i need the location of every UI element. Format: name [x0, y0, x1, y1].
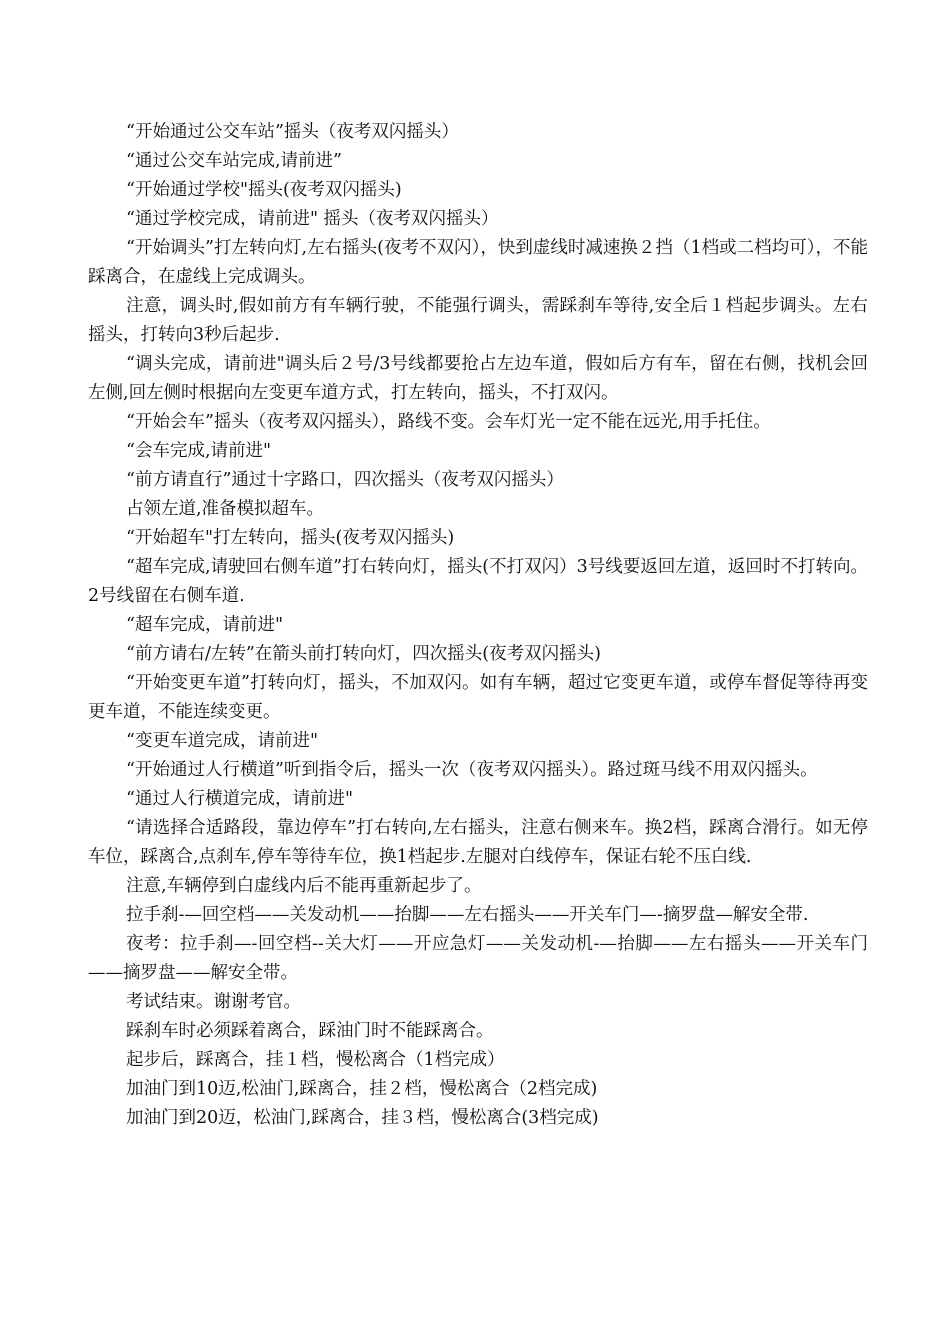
- document-body: [88, 118, 868, 1133]
- paragraph-15: “前方请右/左转”在箭头前打转向灯，四次摇头(夜考双闪摇头): [126, 644, 601, 664]
- paragraph-23: 夜考：拉手刹—-回空档--关大灯——开应急灯——关发动机-—抬脚——左右摇头——开关车门——摘罗盘——解安全带。: [88, 934, 868, 983]
- paragraph-9: “会车完成,请前进": [126, 441, 272, 461]
- paragraph-25: 踩刹车时必须踩着离合，踩油门时不能踩离合。: [126, 1021, 494, 1041]
- paragraph-17: “变更车道完成，请前进": [126, 731, 318, 751]
- paragraph-12: “开始超车"打左转向，摇头(夜考双闪摇头): [126, 528, 455, 548]
- paragraph-10: “前方请直行”通过十字路口，四次摇头（夜考双闪摇头）: [126, 470, 564, 490]
- paragraph-28: 加油门到20迈，松油门,踩离合，挂３档，慢松离合(3档完成): [126, 1108, 599, 1128]
- paragraph-21: 注意,车辆停到白虚线内后不能再重新起步了。: [126, 876, 482, 896]
- paragraph-13: “超车完成,请驶回右侧车道”打右转向灯，摇头(不打双闪）3号线要返回左道，返回时不打转向。2号线留在右侧车道.: [88, 557, 868, 606]
- paragraph-20: “请选择合适路段，靠边停车”打右转向,左右摇头，注意右侧来车。换2档，踩离合滑行。如无停车位，踩离合,点刹车,停车等待车位，换1档起步.左腿对白线停车，保证右轮不压白线.: [88, 818, 868, 867]
- paragraph-11: 占领左道,准备模拟超车。: [126, 499, 325, 519]
- paragraph-5: “开始调头”打左转向灯,左右摇头(夜考不双闪），快到虚线时减速换２挡（1档或二档均可），不能踩离合，在虚线上完成调头。: [88, 238, 868, 287]
- paragraph-22: 拉手刹-—回空档——关发动机——抬脚——左右摇头——开关车门—-摘罗盘—解安全带.: [126, 905, 809, 925]
- paragraph-6: 注意，调头时,假如前方有车辆行驶，不能强行调头，需踩刹车等待,安全后１档起步调头。左右摇头，打转向3秒后起步.: [88, 296, 868, 345]
- paragraph-7: “调头完成，请前进"调头后２号/3号线都要抢占左边车道，假如后方有车，留在右侧，找机会回左侧,回左侧时根据向左变更车道方式，打左转向，摇头，不打双闪。: [88, 354, 868, 403]
- paragraph-4: “通过学校完成，请前进" 摇头（夜考双闪摇头）: [126, 209, 499, 229]
- paragraph-26: 起步后，踩离合，挂１档，慢松离合（1档完成）: [126, 1050, 505, 1070]
- paragraph-2: “通过公交车站完成,请前进”: [126, 151, 342, 171]
- paragraph-1: “开始通过公交车站”摇头（夜考双闪摇头）: [126, 122, 459, 142]
- paragraph-19: “通过人行横道完成，请前进": [126, 789, 353, 809]
- paragraph-14: “超车完成，请前进": [126, 615, 283, 635]
- paragraph-18: “开始通过人行横道”听到指令后，摇头一次（夜考双闪摇头）。路过斑马线不用双闪摇头。: [126, 760, 818, 780]
- paragraph-3: “开始通过学校"摇头(夜考双闪摇头): [126, 180, 402, 200]
- paragraph-27: 加油门到10迈,松油门,踩离合，挂２档，慢松离合（2档完成): [126, 1079, 598, 1099]
- paragraph-24: 考试结束。谢谢考官。: [126, 992, 301, 1012]
- paragraph-16: “开始变更车道”打转向灯，摇头，不加双闪。如有车辆，超过它变更车道，或停车督促等待再变更车道，不能连续变更。: [88, 673, 868, 722]
- paragraph-8: “开始会车”摇头（夜考双闪摇头），路线不变。会车灯光一定不能在远光,用手托住。: [126, 412, 771, 432]
